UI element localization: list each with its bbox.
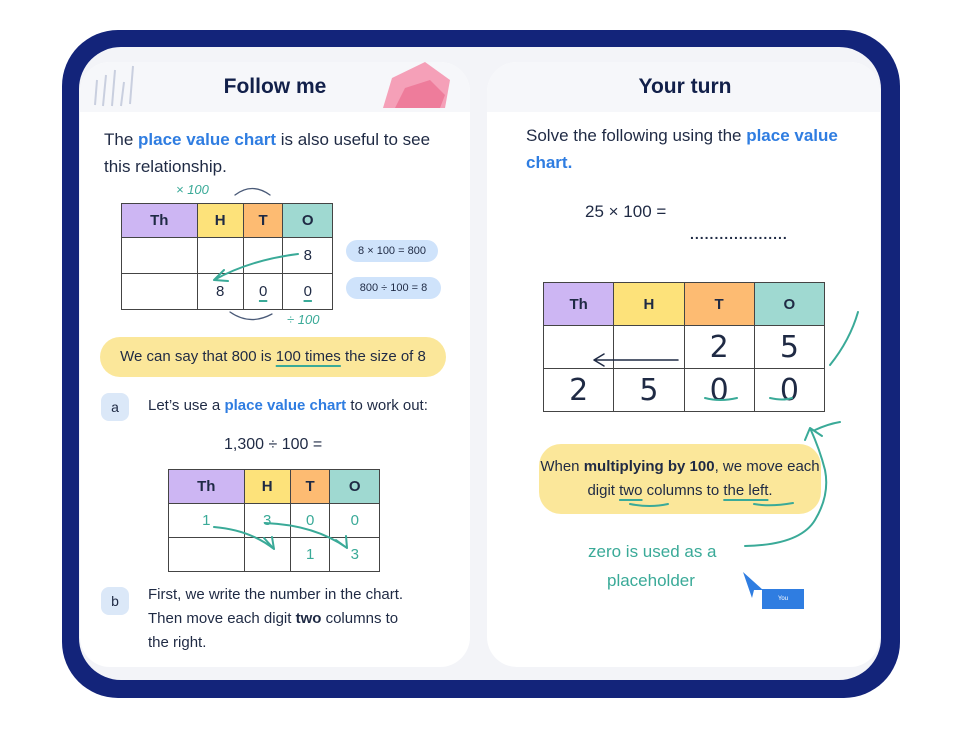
header-o: O	[754, 283, 824, 326]
multiply-fact-pill: 8 × 100 = 800	[346, 240, 438, 262]
cell[interactable]: 0	[684, 369, 754, 412]
divide-100-annotation: ÷ 100	[287, 312, 320, 327]
header-h: H	[197, 204, 243, 238]
step-a-text: Let’s use a place value chart to work out:	[148, 397, 428, 414]
header-o: O	[283, 204, 333, 238]
cell[interactable]	[614, 326, 684, 369]
cell	[243, 238, 283, 274]
division-equation: 1,300 ÷ 100 =	[224, 436, 323, 453]
cell	[197, 238, 243, 274]
your-turn-prompt: Solve the following using the place value chart.	[526, 126, 838, 172]
header-t: T	[684, 283, 754, 326]
cell: 0	[283, 274, 333, 310]
cell: 0	[290, 504, 330, 538]
divide-fact-pill: 800 ÷ 100 = 8	[346, 277, 441, 299]
placeholder-label-line1: zero is used as a	[588, 542, 717, 561]
header-th: Th	[122, 204, 198, 238]
cell	[244, 538, 290, 572]
header-t: T	[290, 470, 330, 504]
follow-me-title: Follow me	[223, 75, 327, 98]
bar-sketch-decoration	[95, 66, 133, 106]
question-equation: 25 × 100 =	[585, 202, 667, 221]
cell	[122, 238, 198, 274]
you-button[interactable]: You	[762, 589, 804, 609]
cell: 1	[290, 538, 330, 572]
header-o: O	[330, 470, 380, 504]
cell	[122, 274, 198, 310]
header-h: H	[244, 470, 290, 504]
cell: 1	[169, 504, 245, 538]
cell: 3	[244, 504, 290, 538]
cell[interactable]: 2	[544, 369, 614, 412]
step-b-line1: First, we write the number in the chart.	[148, 586, 404, 603]
cell[interactable]: 5	[754, 326, 824, 369]
header-h: H	[614, 283, 684, 326]
cell: 0	[243, 274, 283, 310]
cell[interactable]: 0	[754, 369, 824, 412]
cell[interactable]: 2	[684, 326, 754, 369]
place-value-chart-your-turn	[543, 282, 825, 412]
your-turn-title: Your turn	[638, 75, 732, 98]
cell	[169, 538, 245, 572]
step-b-line3: the right.	[148, 634, 207, 651]
cell: 3	[330, 538, 380, 572]
header-t: T	[243, 204, 283, 238]
multiplying-rule-note: When multiplying by 100, we move each digit two columns to the left.	[539, 444, 821, 514]
header-th: Th	[544, 283, 614, 326]
step-a-badge: a	[101, 393, 129, 421]
times-100-annotation: × 100	[176, 182, 209, 197]
answer-blank[interactable]: ....................	[690, 226, 788, 242]
intro-text: The place value chart is also useful to see this relationship.	[104, 130, 431, 176]
cell[interactable]: 5	[614, 369, 684, 412]
header-th: Th	[169, 470, 245, 504]
step-b-badge: b	[101, 587, 129, 615]
relationship-note: We can say that 800 is 100 times the size of 8	[100, 337, 446, 377]
place-value-chart-division	[168, 469, 380, 572]
step-b-line2: Then move each digit two columns to	[148, 610, 399, 627]
cell: 8	[197, 274, 243, 310]
cell: 0	[330, 504, 380, 538]
cell[interactable]	[544, 326, 614, 369]
place-value-chart-example	[121, 203, 333, 310]
cell: 8	[283, 238, 333, 274]
placeholder-label-line2: placeholder	[607, 571, 695, 590]
